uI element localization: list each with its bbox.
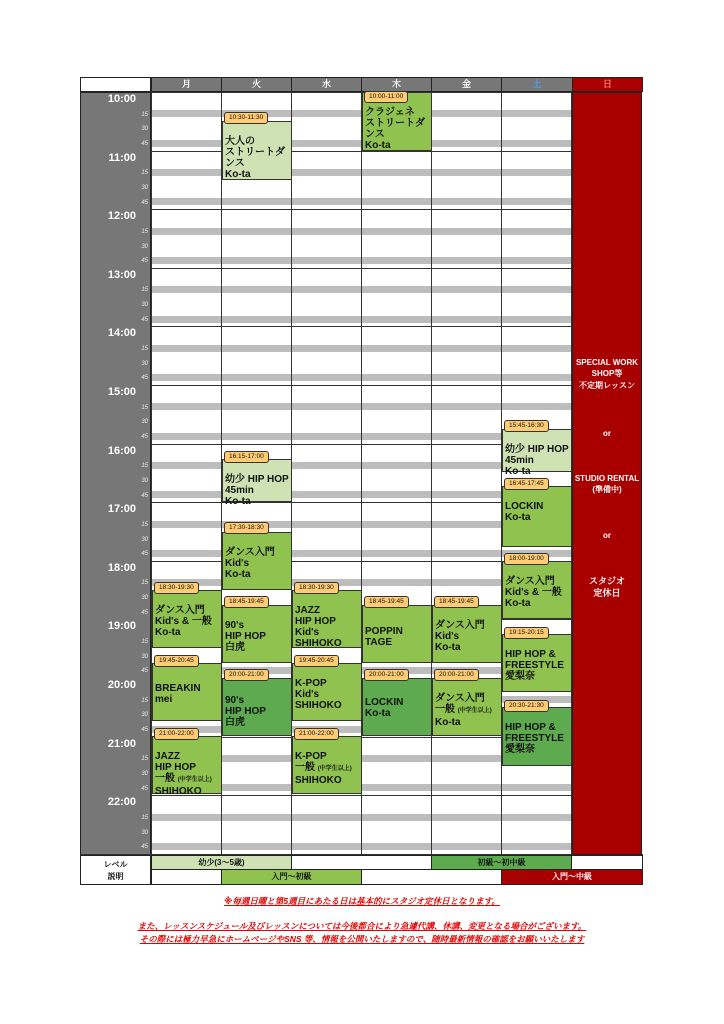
time-badge: 18:45-19:45 <box>434 596 479 608</box>
sunday-workshop-text-2: SHOP等 <box>591 369 623 378</box>
minute-label: 45 <box>141 609 148 616</box>
level-intro-intermediate: 入門〜中級 <box>501 869 643 885</box>
lesson-sat-lockin[interactable]: LOCKIN Ko-ta <box>502 486 572 547</box>
minute-label: 15 <box>141 111 148 118</box>
time-badge: 16:15-17:00 <box>224 451 269 463</box>
lesson-fri-dance-intro-general[interactable]: ダンス入門 一般 (中学生以上) Ko-ta <box>432 678 502 736</box>
minute-label: 45 <box>141 551 148 558</box>
minute-label: 30 <box>141 360 148 367</box>
time-badge: 18:30-19:30 <box>294 582 339 594</box>
time-badge: 21:00-22:00 <box>294 728 339 740</box>
minute-label: 45 <box>141 375 148 382</box>
time-badge: 18:45-19:45 <box>224 596 269 608</box>
time-badge: 20:00-21:00 <box>224 669 269 681</box>
time-badge: 10:30-11:30 <box>224 112 268 124</box>
minute-label: 30 <box>141 243 148 250</box>
minute-label: 45 <box>141 433 148 440</box>
note-announcements: その際には極力早急にホームページやSNS 等、情報を公開いたしますので、随時最新情報の確認をお願いいたします <box>139 934 585 944</box>
minute-label: 30 <box>141 653 148 660</box>
sunday-preparing-text: (準備中) <box>592 485 622 494</box>
lesson-tue-kids-hiphop[interactable]: 幼少 HIP HOP 45min Ko-ta <box>222 459 292 502</box>
lesson-tue-90s-hiphop[interactable]: 90's HIP HOP 白虎 <box>222 605 292 663</box>
time-badge: 18:30-19:30 <box>154 582 199 594</box>
minute-label: 15 <box>141 814 148 821</box>
level-kids: 幼少(3〜5歳) <box>151 855 292 870</box>
time-badge: 16:45-17:45 <box>504 478 549 490</box>
sunday-closed-text: 定休日 <box>593 588 621 598</box>
minute-label: 45 <box>141 785 148 792</box>
minute-label: 45 <box>141 258 148 265</box>
hour-label: 13:00 <box>107 268 136 281</box>
time-badge: 18:00-19:00 <box>504 553 549 565</box>
hour-label: 18:00 <box>107 561 136 574</box>
minute-label: 15 <box>141 346 148 353</box>
lesson-thu-clagene[interactable]: クラジェネ ストリートダンス Ko-ta <box>362 92 432 151</box>
time-badge: 18:45-19:45 <box>364 596 409 608</box>
minute-label: 15 <box>141 756 148 763</box>
time-badge: 19:45-20:45 <box>154 655 199 667</box>
minute-label: 30 <box>141 712 148 719</box>
minute-label: 30 <box>141 595 148 602</box>
minute-label: 30 <box>141 536 148 543</box>
minute-label: 15 <box>141 639 148 646</box>
day-header-tue: 火 <box>221 77 292 92</box>
note-closed-days: ※毎週日曜と第5週目にあたる日は基本的にスタジオ定休日となります。 <box>224 896 500 906</box>
lesson-mon-dance-intro[interactable]: ダンス入門 Kid's & 一般 Ko-ta <box>152 590 222 648</box>
lesson-fri-dance-intro-kids[interactable]: ダンス入門 Kid's Ko-ta <box>432 605 502 663</box>
level-empty-2 <box>571 855 643 870</box>
minute-label: 15 <box>141 170 148 177</box>
minute-label: 45 <box>141 140 148 147</box>
level-empty-1 <box>291 855 432 870</box>
sunday-studio-text: スタジオ <box>588 576 625 586</box>
minute-label: 15 <box>141 463 148 470</box>
hour-label: 16:00 <box>107 444 136 457</box>
day-header-sun: 日 <box>572 77 643 92</box>
hour-label: 14:00 <box>107 327 136 340</box>
lesson-thu-lockin[interactable]: LOCKIN Ko-ta <box>362 678 432 736</box>
lesson-thu-poppin[interactable]: POPPIN TAGE <box>362 605 432 663</box>
minute-label: 30 <box>141 184 148 191</box>
time-badge: 20:00-21:00 <box>434 669 479 681</box>
minute-label: 45 <box>141 844 148 851</box>
minute-label: 45 <box>141 492 148 499</box>
sunday-or-2: or <box>603 531 611 540</box>
day-header-fri: 金 <box>431 77 502 92</box>
sunday-or-1: or <box>603 429 611 438</box>
day-header-mon: 月 <box>151 77 222 92</box>
minute-label: 15 <box>141 521 148 528</box>
level-intro-beginner: 入門〜初級 <box>221 869 362 885</box>
minute-label: 15 <box>141 697 148 704</box>
sunday-rental-text: STUDIO RENTAL <box>574 474 640 483</box>
hour-label: 17:00 <box>107 503 136 516</box>
header-corner <box>80 77 151 92</box>
lesson-sat-hiphop-freestyle-2[interactable]: HIP HOP & FREESTYLE 愛梨奈 <box>502 707 572 766</box>
lesson-sat-dance-intro[interactable]: ダンス入門 Kid's & 一般 Ko-ta <box>502 561 572 619</box>
hour-label: 22:00 <box>107 796 136 809</box>
time-badge: 15:45-16:30 <box>504 420 549 432</box>
minute-label: 30 <box>141 126 148 133</box>
lesson-wed-kpop-general[interactable]: K-POP 一般 (中学生以上) SHIHOKO <box>292 736 362 794</box>
hour-label: 15:00 <box>107 386 136 398</box>
lesson-wed-jazz-hiphop-kids[interactable]: JAZZ HIP HOP Kid's SHIHOKO <box>292 590 362 648</box>
minute-label: 45 <box>141 316 148 323</box>
minute-label: 30 <box>141 829 148 836</box>
minute-label: 30 <box>141 419 148 426</box>
minute-label: 15 <box>141 580 148 587</box>
time-badge: 20:30-21:30 <box>504 700 549 712</box>
minute-label: 15 <box>141 404 148 411</box>
level-beginner-intermediate: 初級〜初中級 <box>431 855 572 870</box>
minute-label: 15 <box>141 228 148 235</box>
minute-label: 45 <box>141 726 148 733</box>
lesson-wed-kpop-kids[interactable]: K-POP Kid's SHIHOKO <box>292 663 362 721</box>
hour-label: 10:00 <box>107 93 136 105</box>
day-header-wed: 水 <box>291 77 362 92</box>
lesson-sat-hiphop-freestyle-1[interactable]: HIP HOP & FREESTYLE 愛梨奈 <box>502 634 572 692</box>
hour-label: 19:00 <box>107 620 136 633</box>
day-divider <box>431 92 432 855</box>
note-schedule-changes: また、レッスンスケジュール及びレッスンについては今後都合により急遽代講、休講、変更となる場合がございます。 <box>137 921 587 931</box>
hour-label: 20:00 <box>107 679 136 691</box>
hour-label: 12:00 <box>107 210 136 223</box>
sunday-irregular-text: 不定期レッスン <box>579 381 635 390</box>
time-badge: 21:00-22:00 <box>154 728 199 740</box>
minute-label: 30 <box>141 477 148 484</box>
minute-label: 30 <box>141 770 148 777</box>
day-header-sat: 土 <box>501 77 573 92</box>
time-badge: 20:00-21:00 <box>364 669 409 681</box>
minute-label: 30 <box>141 302 148 309</box>
day-header-thu: 木 <box>361 77 432 92</box>
time-badge: 10:00-11:00 <box>364 91 408 103</box>
lesson-mon-breakin[interactable]: BREAKIN mei <box>152 663 222 721</box>
lesson-tue-dance-intro-kids[interactable]: ダンス入門 Kid's Ko-ta <box>222 532 292 590</box>
time-badge: 19:15-20:15 <box>504 627 549 639</box>
sunday-workshop-text: SPECIAL WORK <box>575 358 639 367</box>
level-empty-3 <box>151 869 222 885</box>
hour-label: 11:00 <box>108 151 136 164</box>
lesson-tue-90s-hiphop-2[interactable]: 90's HIP HOP 白虎 <box>222 678 292 736</box>
hour-label: 21:00 <box>107 737 136 750</box>
level-label-cell: レベル 説明 <box>80 855 151 885</box>
level-empty-4 <box>361 869 502 885</box>
lesson-sat-kids-hiphop[interactable]: 幼少 HIP HOP 45min Ko-ta <box>502 429 572 472</box>
time-badge: 17:30-18:30 <box>224 522 269 534</box>
lesson-mon-jazz-hiphop-general[interactable]: JAZZ HIP HOP 一般 (中学生以上) SHIHOKO <box>152 736 222 794</box>
minute-label: 45 <box>141 199 148 206</box>
lesson-tue-adult-street[interactable]: 大人の ストリートダンス Ko-ta <box>222 121 292 180</box>
time-badge: 19:45-20:45 <box>294 655 339 667</box>
minute-label: 45 <box>141 668 148 675</box>
minute-label: 15 <box>141 287 148 294</box>
